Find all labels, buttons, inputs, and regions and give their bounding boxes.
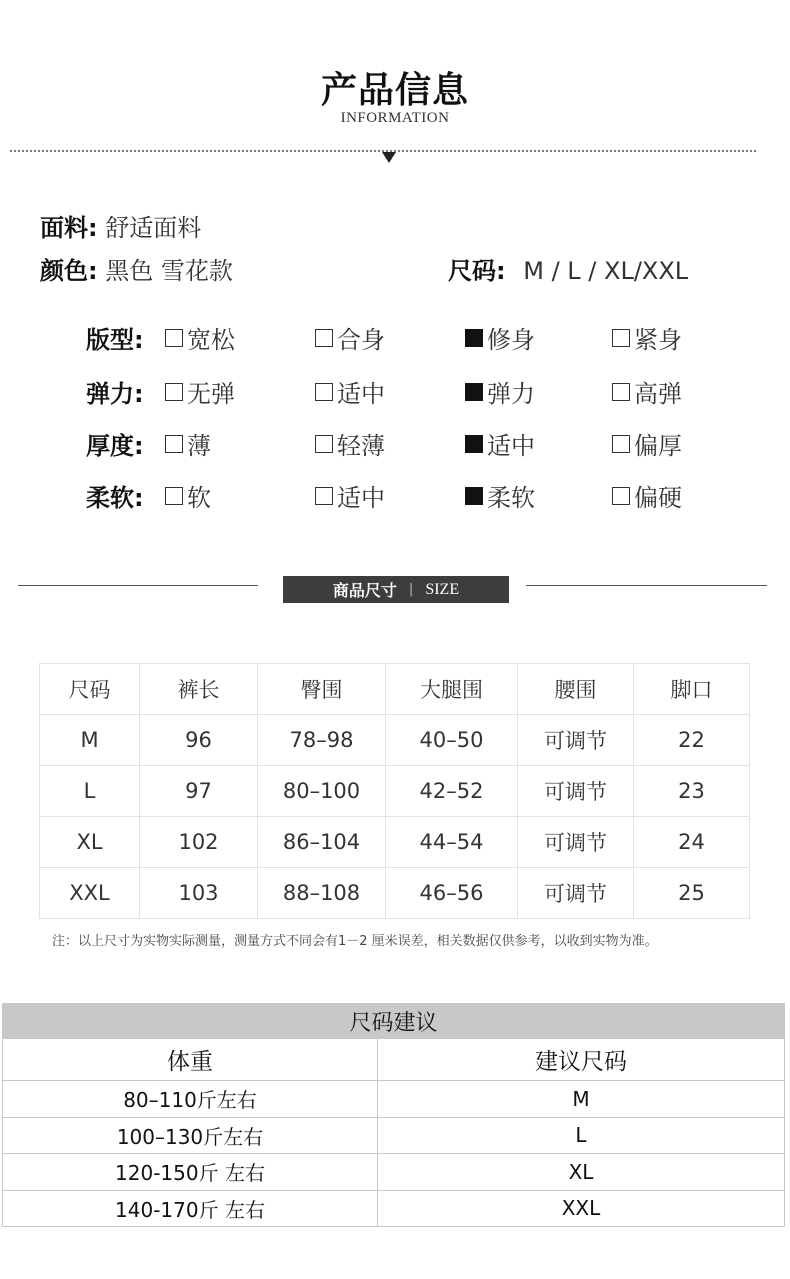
recommendation-title-row: [3, 1004, 785, 1039]
attr-option: [465, 374, 535, 409]
attr-option-label: 适中: [487, 432, 535, 460]
fabric-value: 舒适面料: [105, 214, 202, 242]
checkbox-icon: [165, 487, 183, 505]
attr-option-label: 适中: [337, 484, 385, 512]
attr-option-label: 修身: [487, 326, 535, 354]
table-cell: XL: [40, 817, 140, 868]
measurement-note: 注：以上尺寸为实物实际测量，测量方式不同会有1－2 厘米误差，相关数据仅供参考，以收到实物为准。: [52, 934, 658, 949]
table-row: [3, 1190, 785, 1227]
table-cell: 80–100: [258, 766, 386, 817]
table-cell: M: [378, 1081, 785, 1118]
size-label: 尺码:: [448, 257, 506, 285]
attr-option-label: 弹力: [487, 380, 535, 408]
table-cell: 103: [140, 868, 258, 919]
attr-option: [315, 374, 385, 409]
table-cell: 100–130斤左右: [3, 1117, 378, 1154]
page-subtitle: INFORMATION: [340, 110, 450, 126]
size-section-title: 商品尺寸: [332, 581, 397, 600]
table-cell: 140-170斤 左右: [3, 1190, 378, 1227]
size-section-separator: |: [408, 582, 414, 597]
section-divider-left: [18, 585, 258, 586]
attr-option-label: 软: [187, 484, 211, 512]
fabric-info: [40, 208, 201, 243]
attr-option-label: 柔软: [487, 484, 535, 512]
table-header-cell: 大腿围: [386, 664, 518, 715]
fabric-label: 面料:: [40, 214, 98, 242]
attr-option: [612, 426, 682, 461]
table-cell: 24: [634, 817, 750, 868]
attr-option: [465, 320, 535, 355]
size-info: [448, 251, 688, 286]
table-header-cell: 建议尺码: [378, 1039, 785, 1081]
table-row: [3, 1154, 785, 1191]
attr-option: [315, 426, 385, 461]
attr-option-label: 合身: [337, 326, 385, 354]
recommendation-title: 尺码建议: [3, 1004, 785, 1039]
attr-option: [165, 374, 235, 409]
color-label: 颜色:: [40, 257, 98, 285]
recommendation-header-row: [3, 1039, 785, 1081]
checkbox-icon: [165, 435, 183, 453]
size-recommendation-table: [2, 1003, 785, 1227]
attr-option-label: 适中: [337, 380, 385, 408]
size-value: M / L / XL/XXL: [523, 257, 689, 285]
table-header-row: [40, 664, 750, 715]
attr-option: [465, 478, 535, 513]
attr-label-thickness: 厚度:: [86, 432, 144, 460]
attr-option-label: 宽松: [187, 326, 235, 354]
table-cell: 78–98: [258, 715, 386, 766]
attr-option-label: 无弹: [187, 380, 235, 408]
table-cell: M: [40, 715, 140, 766]
table-cell: 25: [634, 868, 750, 919]
table-header-cell: 体重: [3, 1039, 378, 1081]
table-cell: 97: [140, 766, 258, 817]
attr-option-label: 偏厚: [634, 432, 682, 460]
attr-option: [165, 426, 211, 461]
attr-option-label: 高弹: [634, 380, 682, 408]
table-row: [3, 1117, 785, 1154]
color-info: [40, 251, 233, 286]
attr-option: [465, 426, 535, 461]
attr-option-label: 偏硬: [634, 484, 682, 512]
table-header-cell: 腰围: [518, 664, 634, 715]
checkbox-icon: [315, 487, 333, 505]
table-cell: XXL: [40, 868, 140, 919]
attr-option-label: 薄: [187, 432, 211, 460]
checkbox-icon: [315, 329, 333, 347]
table-cell: 可调节: [518, 868, 634, 919]
table-cell: 22: [634, 715, 750, 766]
checkbox-icon: [315, 383, 333, 401]
table-cell: 46–56: [386, 868, 518, 919]
attr-option-label: 轻薄: [337, 432, 385, 460]
table-cell: 88–108: [258, 868, 386, 919]
attr-option: [612, 320, 682, 355]
table-cell: 96: [140, 715, 258, 766]
table-cell: 可调节: [518, 766, 634, 817]
color-value: 黑色 雪花款: [105, 257, 233, 285]
table-cell: L: [378, 1117, 785, 1154]
checkbox-checked-icon: [465, 383, 483, 401]
checkbox-icon: [315, 435, 333, 453]
checkbox-checked-icon: [465, 487, 483, 505]
table-header-cell: 裤长: [140, 664, 258, 715]
table-cell: 44–54: [386, 817, 518, 868]
attr-option: [165, 478, 211, 513]
table-row: [40, 766, 750, 817]
attr-option: [612, 374, 682, 409]
attr-option: [165, 320, 235, 355]
table-cell: 120-150斤 左右: [3, 1154, 378, 1191]
table-cell: 102: [140, 817, 258, 868]
table-cell: XL: [378, 1154, 785, 1191]
checkbox-checked-icon: [465, 329, 483, 347]
attr-option-label: 紧身: [634, 326, 682, 354]
attr-option: [315, 320, 385, 355]
table-cell: 可调节: [518, 715, 634, 766]
table-cell: 23: [634, 766, 750, 817]
checkbox-icon: [165, 383, 183, 401]
table-cell: 86–104: [258, 817, 386, 868]
checkbox-icon: [612, 487, 630, 505]
table-row: [40, 817, 750, 868]
table-cell: 可调节: [518, 817, 634, 868]
checkbox-icon: [165, 329, 183, 347]
table-cell: 80–110斤左右: [3, 1081, 378, 1118]
checkbox-icon: [612, 383, 630, 401]
page-title: 产品信息: [320, 70, 469, 111]
table-row: [3, 1081, 785, 1118]
attr-label-softness: 柔软:: [86, 484, 144, 512]
table-header-cell: 脚口: [634, 664, 750, 715]
size-section-title-en: SIZE: [425, 580, 460, 598]
checkbox-icon: [612, 329, 630, 347]
table-row: [40, 715, 750, 766]
checkbox-checked-icon: [465, 435, 483, 453]
section-divider-right: [526, 585, 767, 586]
table-cell: 40–50: [386, 715, 518, 766]
size-table: [39, 663, 750, 919]
table-cell: 42–52: [386, 766, 518, 817]
attr-label-fit: 版型:: [86, 326, 144, 354]
table-header-cell: 尺码: [40, 664, 140, 715]
triangle-down-icon: [382, 152, 396, 163]
table-cell: L: [40, 766, 140, 817]
table-header-cell: 臀围: [258, 664, 386, 715]
size-section-header: [283, 576, 509, 603]
checkbox-icon: [612, 435, 630, 453]
attr-label-elasticity: 弹力:: [86, 380, 144, 408]
attr-option: [612, 478, 682, 513]
attr-option: [315, 478, 385, 513]
table-row: [40, 868, 750, 919]
table-cell: XXL: [378, 1190, 785, 1227]
